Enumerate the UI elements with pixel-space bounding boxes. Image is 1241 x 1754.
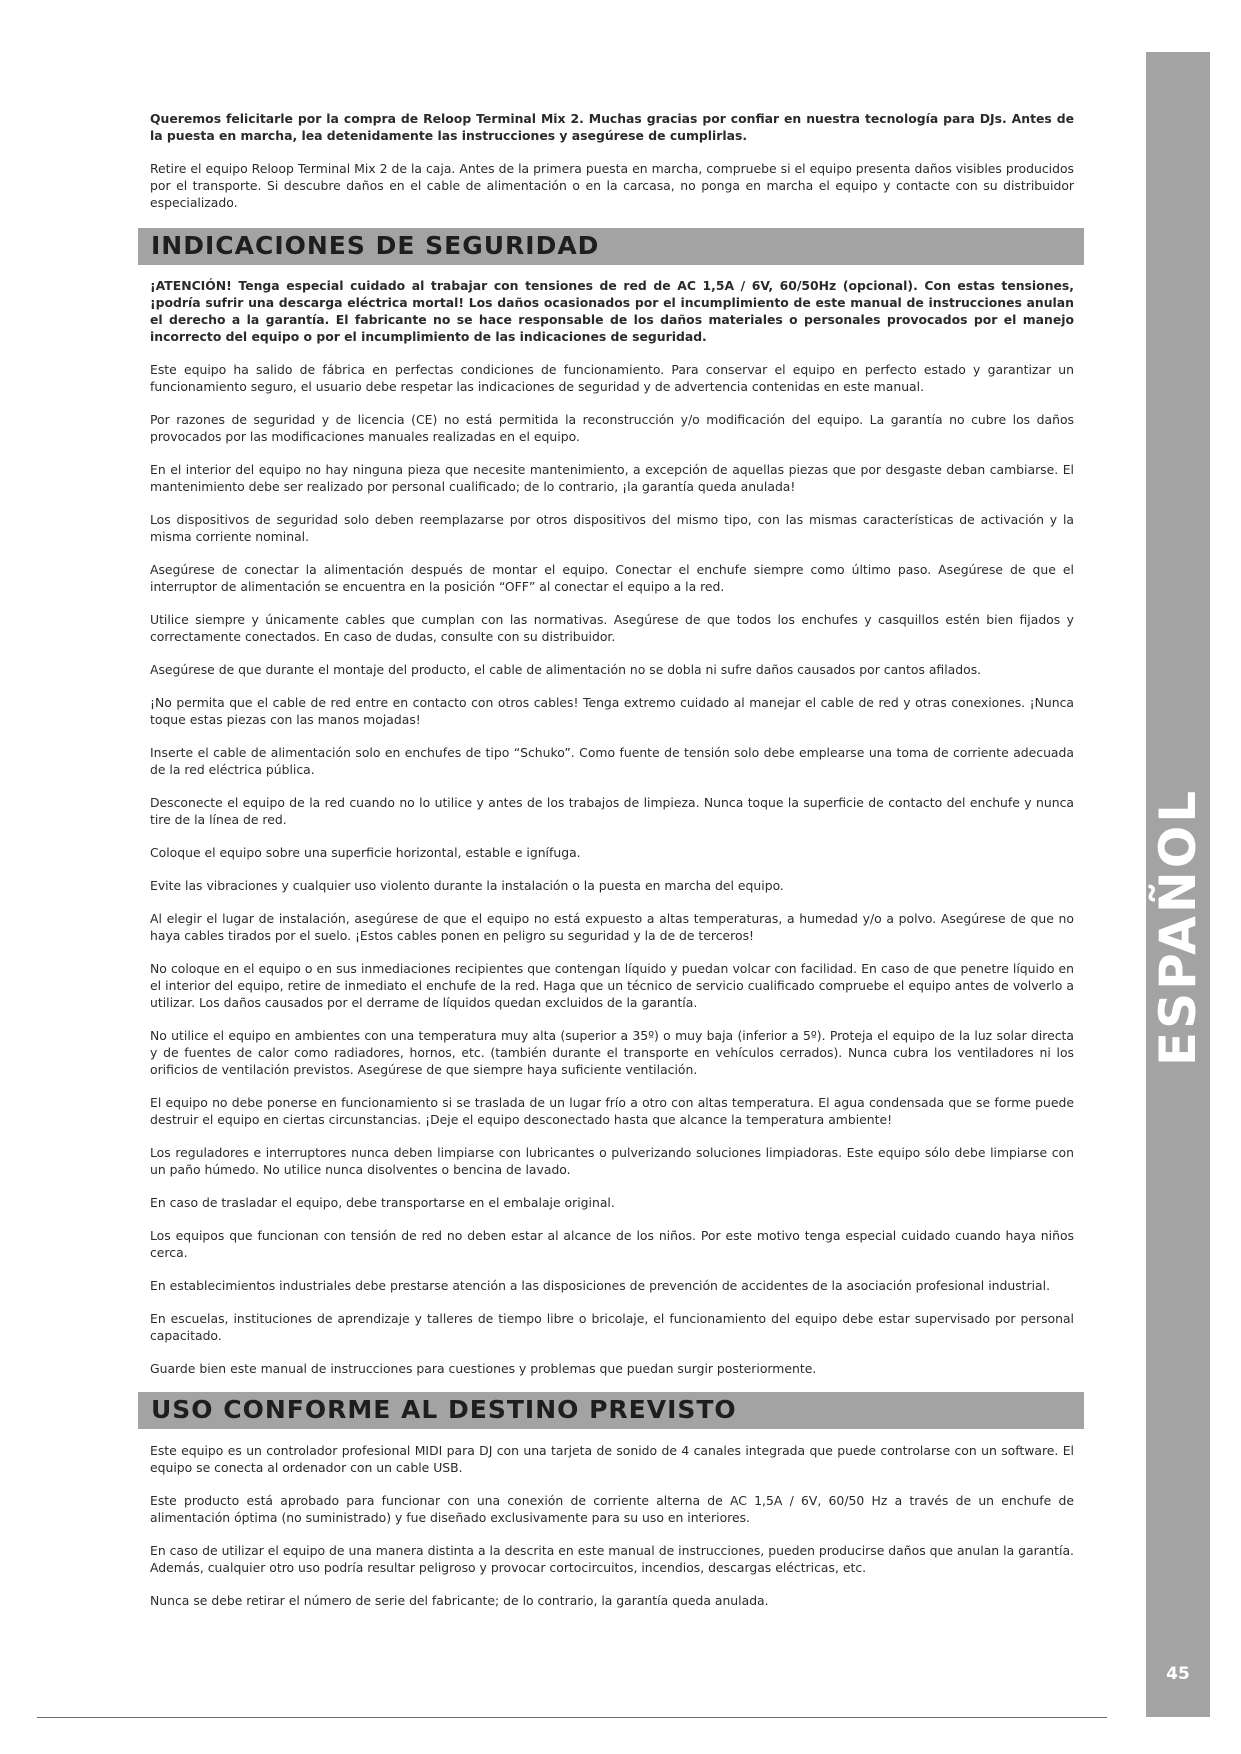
- safety-paragraph: El equipo no debe ponerse en funcionamiento si se traslada de un lugar frío a otro con altas temperatura. El agua condensada que se forme puede destruir el equipo en ciertas circunstancias. ¡Deje el equipo desconectado hasta que alcance la temperatura ambiente!: [150, 1095, 1074, 1127]
- footer-divider: [37, 1717, 1107, 1718]
- safety-paragraph: Inserte el cable de alimentación solo en enchufes de tipo “Schuko”. Como fuente de tensión solo debe emplearse una toma de corriente adecuada de la red eléctrica pública.: [150, 745, 1074, 777]
- safety-warning-paragraph: ¡ATENCIÓN! Tenga especial cuidado al trabajar con tensiones de red de AC 1,5A / 6V, 60/50Hz (opcional). Con estas tensiones, ¡podría sufrir una descarga eléctrica mortal! Los daños ocasionados por el incumplimiento de este manual de instrucciones anulan el derecho a la garantía. El fabricante no se hace responsable de los daños materiales o personales provocados por el manejo incorrecto del equipo o por el incumplimiento de las indicaciones de seguridad.: [150, 278, 1074, 344]
- safety-paragraph: Asegúrese de que durante el montaje del producto, el cable de alimentación no se dobla ni sufre daños causados por cantos afilados.: [150, 662, 982, 677]
- safety-paragraph: Al elegir el lugar de instalación, asegúrese de que el equipo no está expuesto a altas temperaturas, a humedad y/o a polvo. Asegúrese de que no haya cables tirados por el suelo. ¡Estos cables ponen en peligro su seguridad y la de de terceros!: [150, 911, 1074, 943]
- safety-block: [150, 277, 1074, 1393]
- safety-paragraph: En el interior del equipo no hay ninguna pieza que necesite mantenimiento, a excepción de aquellas piezas que por desgaste deban cambiarse. El mantenimiento debe ser realizado por personal cualificado; de lo contrario, ¡la garantía queda anulada!: [150, 462, 1074, 494]
- page-number: 45: [1166, 1664, 1190, 1684]
- safety-paragraph: Los equipos que funcionan con tensión de red no deben estar al alcance de los niños. Por este motivo tenga especial cuidado cuando haya niños cerca.: [150, 1228, 1074, 1260]
- safety-paragraph: Desconecte el equipo de la red cuando no lo utilice y antes de los trabajos de limpieza. Nunca toque la superficie de contacto del enchufe y nunca tire de la línea de red.: [150, 795, 1074, 827]
- intro-paragraph-2: Retire el equipo Reloop Terminal Mix 2 de la caja. Antes de la primera puesta en marcha, compruebe si el equipo presenta daños visibles producidos por el transporte. Si descubre daños en el cable de alimentación o en la carcasa, no ponga en marcha el equipo y contacte con su distribuidor especializado.: [150, 161, 1074, 210]
- safety-paragraph: Los dispositivos de seguridad solo deben reemplazarse por otros dispositivos del mismo tipo, con las mismas características de activación y la misma corriente nominal.: [150, 512, 1074, 544]
- safety-paragraph: En establecimientos industriales debe prestarse atención a las disposiciones de prevención de accidentes de la asociación profesional industrial.: [150, 1278, 1051, 1293]
- safety-paragraph: No utilice el equipo en ambientes con una temperatura muy alta (superior a 35º) o muy baja (inferior a 5º). Proteja el equipo de la luz solar directa y de fuentes de calor como radiadores, hornos, etc. (también durante el transporte en vehículos cerrados). Nunca cubra los ventiladores ni los orificios de ventilación previstos. Asegúrese de que siempre haya suficiente ventilación.: [150, 1028, 1074, 1077]
- intended-use-paragraph: En caso de utilizar el equipo de una manera distinta a la descrita en este manual de instrucciones, pueden producirse daños que anulan la garantía. Además, cualquier otro uso podría resultar peligroso y provocar cortocircuitos, incendios, descargas eléctricas, etc.: [150, 1543, 1074, 1575]
- section-header-safety: [138, 228, 1084, 265]
- intro-block: [150, 110, 1074, 227]
- safety-paragraph: En escuelas, instituciones de aprendizaje y talleres de tiempo libre o bricolaje, el funcionamiento del equipo debe estar supervisado por personal capacitado.: [150, 1311, 1074, 1343]
- intended-use-paragraph: Nunca se debe retirar el número de serie del fabricante; de lo contrario, la garantía queda anulada.: [150, 1593, 769, 1608]
- intended-use-block: [150, 1442, 1074, 1625]
- safety-paragraph: Utilice siempre y únicamente cables que cumplan con las normativas. Asegúrese de que todos los enchufes y casquillos estén bien fijados y correctamente conectados. En caso de dudas, consulte con su distribuidor.: [150, 612, 1074, 644]
- safety-paragraph: En caso de trasladar el equipo, debe transportarse en el embalaje original.: [150, 1195, 615, 1210]
- intended-use-paragraph: Este equipo es un controlador profesional MIDI para DJ con una tarjeta de sonido de 4 canales integrada que puede controlarse con un software. El equipo se conecta al ordenador con un cable USB.: [150, 1443, 1074, 1475]
- safety-paragraph: Coloque el equipo sobre una superficie horizontal, estable e ignífuga.: [150, 845, 581, 860]
- safety-paragraph: No coloque en el equipo o en sus inmediaciones recipientes que contengan líquido y puedan volcar con facilidad. En caso de que penetre líquido en el interior del equipo, retire de inmediato el enchufe de la red. Haga que un técnico de servicio cualificado compruebe el equipo antes de volverlo a utilizar. Los daños causados por el derrame de líquidos quedan excluidos de la garantía.: [150, 961, 1074, 1010]
- language-sidebar: [1146, 52, 1210, 1717]
- section-title-intended-use: USO CONFORME AL DESTINO PREVISTO: [151, 1395, 737, 1424]
- safety-paragraph: Este equipo ha salido de fábrica en perfectas condiciones de funcionamiento. Para conservar el equipo en perfecto estado y garantizar un funcionamiento seguro, el usuario debe respetar las indicaciones de seguridad y de advertencia contenidas en este manual.: [150, 362, 1074, 394]
- safety-paragraph: Guarde bien este manual de instrucciones para cuestiones y problemas que puedan surgir posteriormente.: [150, 1361, 817, 1376]
- section-header-intended-use: [138, 1392, 1084, 1429]
- intro-paragraph-1: Queremos felicitarle por la compra de Reloop Terminal Mix 2. Muchas gracias por confiar en nuestra tecnología para DJs. Antes de la puesta en marcha, lea detenidamente las instrucciones y asegúrese de cumplirlas.: [150, 111, 1074, 143]
- intended-use-paragraph: Este producto está aprobado para funcionar con una conexión de corriente alterna de AC 1,5A / 6V, 60/50 Hz a través de un enchufe de alimentación óptima (no suministrado) y fue diseñado exclusivamente para su uso en interiores.: [150, 1493, 1074, 1525]
- safety-paragraph: Evite las vibraciones y cualquier uso violento durante la instalación o la puesta en marcha del equipo.: [150, 878, 784, 893]
- sidebar-language-label: ESPAÑOL: [1149, 787, 1207, 1067]
- safety-paragraph: Por razones de seguridad y de licencia (CE) no está permitida la reconstrucción y/o modificación del equipo. La garantía no cubre los daños provocados por las modificaciones manuales realizadas en el equipo.: [150, 412, 1074, 444]
- safety-paragraph: Asegúrese de conectar la alimentación después de montar el equipo. Conectar el enchufe siempre como último paso. Asegúrese de que el interruptor de alimentación se encuentra en la posición “OFF” al conectar el equipo a la red.: [150, 562, 1074, 594]
- safety-paragraph: ¡No permita que el cable de red entre en contacto con otros cables! Tenga extremo cuidado al manejar el cable de red y otras conexiones. ¡Nunca toque estas piezas con las manos mojadas!: [150, 695, 1074, 727]
- safety-paragraph: Los reguladores e interruptores nunca deben limpiarse con lubricantes o pulverizando soluciones limpiadoras. Este equipo sólo debe limpiarse con un paño húmedo. No utilice nunca disolventes o bencina de lavado.: [150, 1145, 1074, 1177]
- section-title-safety: INDICACIONES DE SEGURIDAD: [151, 231, 600, 260]
